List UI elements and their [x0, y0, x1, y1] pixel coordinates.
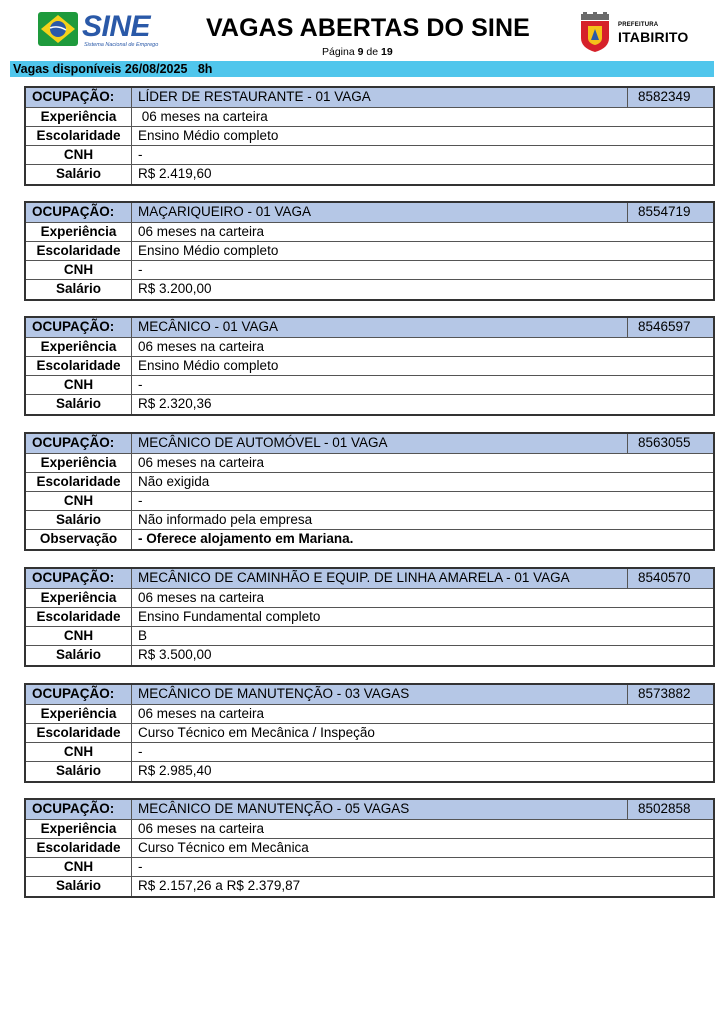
cnh-value: - [138, 744, 143, 759]
page-prefix: Página [322, 46, 355, 58]
job-code: 8573882 [627, 685, 713, 704]
salary-value: R$ 2.985,40 [138, 763, 212, 778]
job-header-row [26, 318, 713, 338]
education-row [26, 127, 713, 146]
experience-value: 06 meses na carteira [138, 109, 268, 124]
cnh-label: CNH [26, 492, 132, 510]
experience-row [26, 338, 713, 357]
cnh-value: - [138, 859, 143, 874]
salary-row [26, 395, 713, 414]
salary-label: Salário [26, 646, 132, 665]
salary-label: Salário [26, 280, 132, 299]
prefeitura-label: PREFEITURA [618, 22, 659, 28]
education-label: Escolaridade [26, 473, 132, 491]
education-label: Escolaridade [26, 127, 132, 145]
page-current: 9 [357, 46, 364, 58]
job-card [24, 432, 715, 551]
city-crest-icon [576, 12, 614, 52]
job-code: 8554719 [627, 203, 713, 222]
page-separator: de [366, 46, 379, 58]
salary-value: R$ 3.200,00 [138, 281, 212, 296]
cnh-label: CNH [26, 146, 132, 164]
salary-row [26, 511, 713, 530]
experience-value: 06 meses na carteira [138, 590, 265, 605]
occupation-label: OCUPAÇÃO: [26, 88, 132, 107]
experience-label: Experiência [26, 589, 132, 607]
experience-value: 06 meses na carteira [138, 455, 265, 470]
experience-row [26, 454, 713, 473]
job-header-row [26, 685, 713, 705]
observation-label: Observação [26, 530, 132, 549]
experience-row [26, 108, 713, 127]
job-code: 8540570 [627, 569, 713, 588]
sine-logo [38, 10, 168, 52]
occupation-label: OCUPAÇÃO: [26, 800, 132, 819]
salary-row [26, 280, 713, 299]
education-label: Escolaridade [26, 839, 132, 857]
occupation-label: OCUPAÇÃO: [26, 318, 132, 337]
occupation-title: MECÂNICO DE MANUTENÇÃO - 05 VAGAS [138, 801, 410, 816]
job-code: 8502858 [627, 800, 713, 819]
availability-text: Vagas disponíveis 26/08/2025 8h [13, 62, 213, 76]
page-indicator [322, 46, 393, 58]
salary-label: Salário [26, 511, 132, 529]
experience-row [26, 223, 713, 242]
experience-value: 06 meses na carteira [138, 706, 265, 721]
salary-label: Salário [26, 762, 132, 781]
occupation-title: MECÂNICO DE MANUTENÇÃO - 03 VAGAS [138, 686, 410, 701]
education-value: Curso Técnico em Mecânica / Inspeção [138, 725, 375, 740]
salary-value: R$ 3.500,00 [138, 647, 212, 662]
job-header-row [26, 800, 713, 820]
job-header-row [26, 88, 713, 108]
prefeitura-city: ITABIRITO [618, 29, 689, 45]
job-code: 8582349 [627, 88, 713, 107]
education-value: Curso Técnico em Mecânica [138, 840, 309, 855]
education-label: Escolaridade [26, 242, 132, 260]
salary-row [26, 762, 713, 781]
education-value: Ensino Médio completo [138, 128, 279, 143]
cnh-value: B [138, 628, 148, 643]
experience-row [26, 820, 713, 839]
cnh-value: - [138, 493, 143, 508]
experience-label: Experiência [26, 223, 132, 241]
cnh-row [26, 858, 713, 877]
experience-label: Experiência [26, 705, 132, 723]
prefeitura-logo [576, 12, 688, 54]
education-row [26, 473, 713, 492]
experience-label: Experiência [26, 338, 132, 356]
page-title: VAGAS ABERTAS DO SINE [206, 14, 530, 42]
education-value: Não exigida [138, 474, 210, 489]
cnh-row [26, 376, 713, 395]
page-total: 19 [381, 46, 393, 58]
cnh-value: - [138, 377, 143, 392]
education-row [26, 724, 713, 743]
salary-label: Salário [26, 395, 132, 414]
cnh-label: CNH [26, 376, 132, 394]
occupation-title: MECÂNICO DE AUTOMÓVEL - 01 VAGA [138, 435, 388, 450]
observation-value: - Oferece alojamento em Mariana. [138, 531, 354, 546]
salary-label: Salário [26, 165, 132, 184]
cnh-row [26, 627, 713, 646]
cnh-row [26, 146, 713, 165]
education-value: Ensino Médio completo [138, 243, 279, 258]
education-label: Escolaridade [26, 608, 132, 626]
job-header-row [26, 203, 713, 223]
experience-row [26, 589, 713, 608]
salary-label: Salário [26, 877, 132, 896]
cnh-label: CNH [26, 627, 132, 645]
job-code: 8546597 [627, 318, 713, 337]
experience-row [26, 705, 713, 724]
salary-value: R$ 2.157,26 a R$ 2.379,87 [138, 878, 301, 893]
observation-row [26, 530, 713, 549]
job-code: 8563055 [627, 434, 713, 453]
cnh-row [26, 743, 713, 762]
job-card [24, 86, 715, 186]
occupation-label: OCUPAÇÃO: [26, 434, 132, 453]
occupation-title: MAÇARIQUEIRO - 01 VAGA [138, 204, 312, 219]
experience-value: 06 meses na carteira [138, 339, 265, 354]
salary-value: R$ 2.320,36 [138, 396, 212, 411]
sine-subtitle: Sistema Nacional de Emprego [84, 42, 159, 48]
cnh-value: - [138, 262, 143, 277]
cnh-row [26, 261, 713, 280]
education-row [26, 357, 713, 376]
job-card [24, 798, 715, 898]
experience-label: Experiência [26, 108, 132, 126]
cnh-value: - [138, 147, 143, 162]
job-header-row [26, 569, 713, 589]
cnh-label: CNH [26, 858, 132, 876]
salary-value: Não informado pela empresa [138, 512, 313, 527]
occupation-label: OCUPAÇÃO: [26, 569, 132, 588]
occupation-label: OCUPAÇÃO: [26, 685, 132, 704]
occupation-title: MECÂNICO - 01 VAGA [138, 319, 279, 334]
occupation-title: LÍDER DE RESTAURANTE - 01 VAGA [138, 89, 371, 104]
salary-value: R$ 2.419,60 [138, 166, 212, 181]
education-row [26, 608, 713, 627]
job-header-row [26, 434, 713, 454]
sine-wordmark: SINE [82, 10, 151, 43]
experience-label: Experiência [26, 820, 132, 838]
job-card [24, 683, 715, 783]
job-card [24, 201, 715, 301]
brazil-flag-icon [38, 12, 78, 46]
education-label: Escolaridade [26, 724, 132, 742]
education-row [26, 242, 713, 261]
occupation-label: OCUPAÇÃO: [26, 203, 132, 222]
salary-row [26, 646, 713, 665]
availability-banner [10, 61, 714, 77]
salary-row [26, 877, 713, 896]
job-card [24, 567, 715, 667]
occupation-title: MECÂNICO DE CAMINHÃO E EQUIP. DE LINHA AMARELA - 01 VAGA [138, 570, 570, 585]
experience-value: 06 meses na carteira [138, 224, 265, 239]
education-value: Ensino Fundamental completo [138, 609, 321, 624]
experience-value: 06 meses na carteira [138, 821, 265, 836]
cnh-label: CNH [26, 743, 132, 761]
job-card [24, 316, 715, 416]
education-value: Ensino Médio completo [138, 358, 279, 373]
education-row [26, 839, 713, 858]
cnh-row [26, 492, 713, 511]
salary-row [26, 165, 713, 184]
page-header [0, 0, 724, 60]
education-label: Escolaridade [26, 357, 132, 375]
experience-label: Experiência [26, 454, 132, 472]
cnh-label: CNH [26, 261, 132, 279]
